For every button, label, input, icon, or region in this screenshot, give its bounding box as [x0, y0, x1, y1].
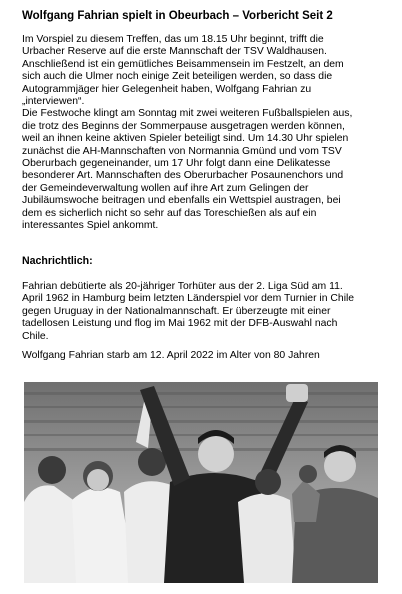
paragraph-death [22, 350, 384, 362]
team-photo [24, 382, 378, 583]
team-photo-illustration [24, 382, 378, 583]
paragraph-text: Fahrian debütierte als 20-jähriger Torhüter aus der 2. Liga Süd am 11. April 1962 in Hamburg beim letzten Länderspiel vor dem Turnier in Chile gegen Uruguay in der Nationalmannschaft. Er überzeugte mit einer tadellosen Leistung und flog im Mai 1962 mit der DFB-Auswahl nach Chile. [22, 281, 355, 342]
paragraph-debut [22, 281, 384, 343]
paragraph-festwoche [22, 34, 384, 233]
paragraph-text: Wolfgang Fahrian starb am 12. April 2022 im Alter von 80 Jahren [22, 350, 320, 361]
section-heading: Nachrichtlich: [22, 255, 93, 267]
paragraph-text: Im Vorspiel zu diesem Treffen, das um 18.15 Uhr beginnt, trifft die Urbacher Reserve auf die erste Mannschaft der TSV Waldhausen. Anschließend ist ein gemütliches Beisammensein im Festzelt, an dem sich auch die Ulmer noch einige Zeit beteiligen werden, so dass die Autogrammjäger hier Gelegenheit haben, Wolfgang Fahrian zu „interviewen“. Die Festwoche klingt am Sonntag mit zwei weiteren Fußballspielen aus, die trotz des Beginns der Sommerpause ausgetragen werden können, weil an ihnen keine aktiven Spieler beteiligt sind. Um 14.30 Uhr spielen zunächst die AH-Mannschaften von Normannia Gmünd und vom TSV Oberurbach gegeneinander, um 17 Uhr folgt dann eine Delikatesse besonderer Art. Mannschaften des Oberurbacher Posaunenchors und der Gemeindeverwaltung wollen auf ihre Art zum Gelingen der Jubiläumswoche beitragen und ebenfalls ein Wettspiel austragen, bei dem es sicherlich nicht so sehr auf das Toreschießen als auf ein interessantes Spiel ankommt. [22, 34, 353, 232]
document-title: Wolfgang Fahrian spielt in Obeurbach – Vorbericht Seit 2 [22, 10, 333, 22]
